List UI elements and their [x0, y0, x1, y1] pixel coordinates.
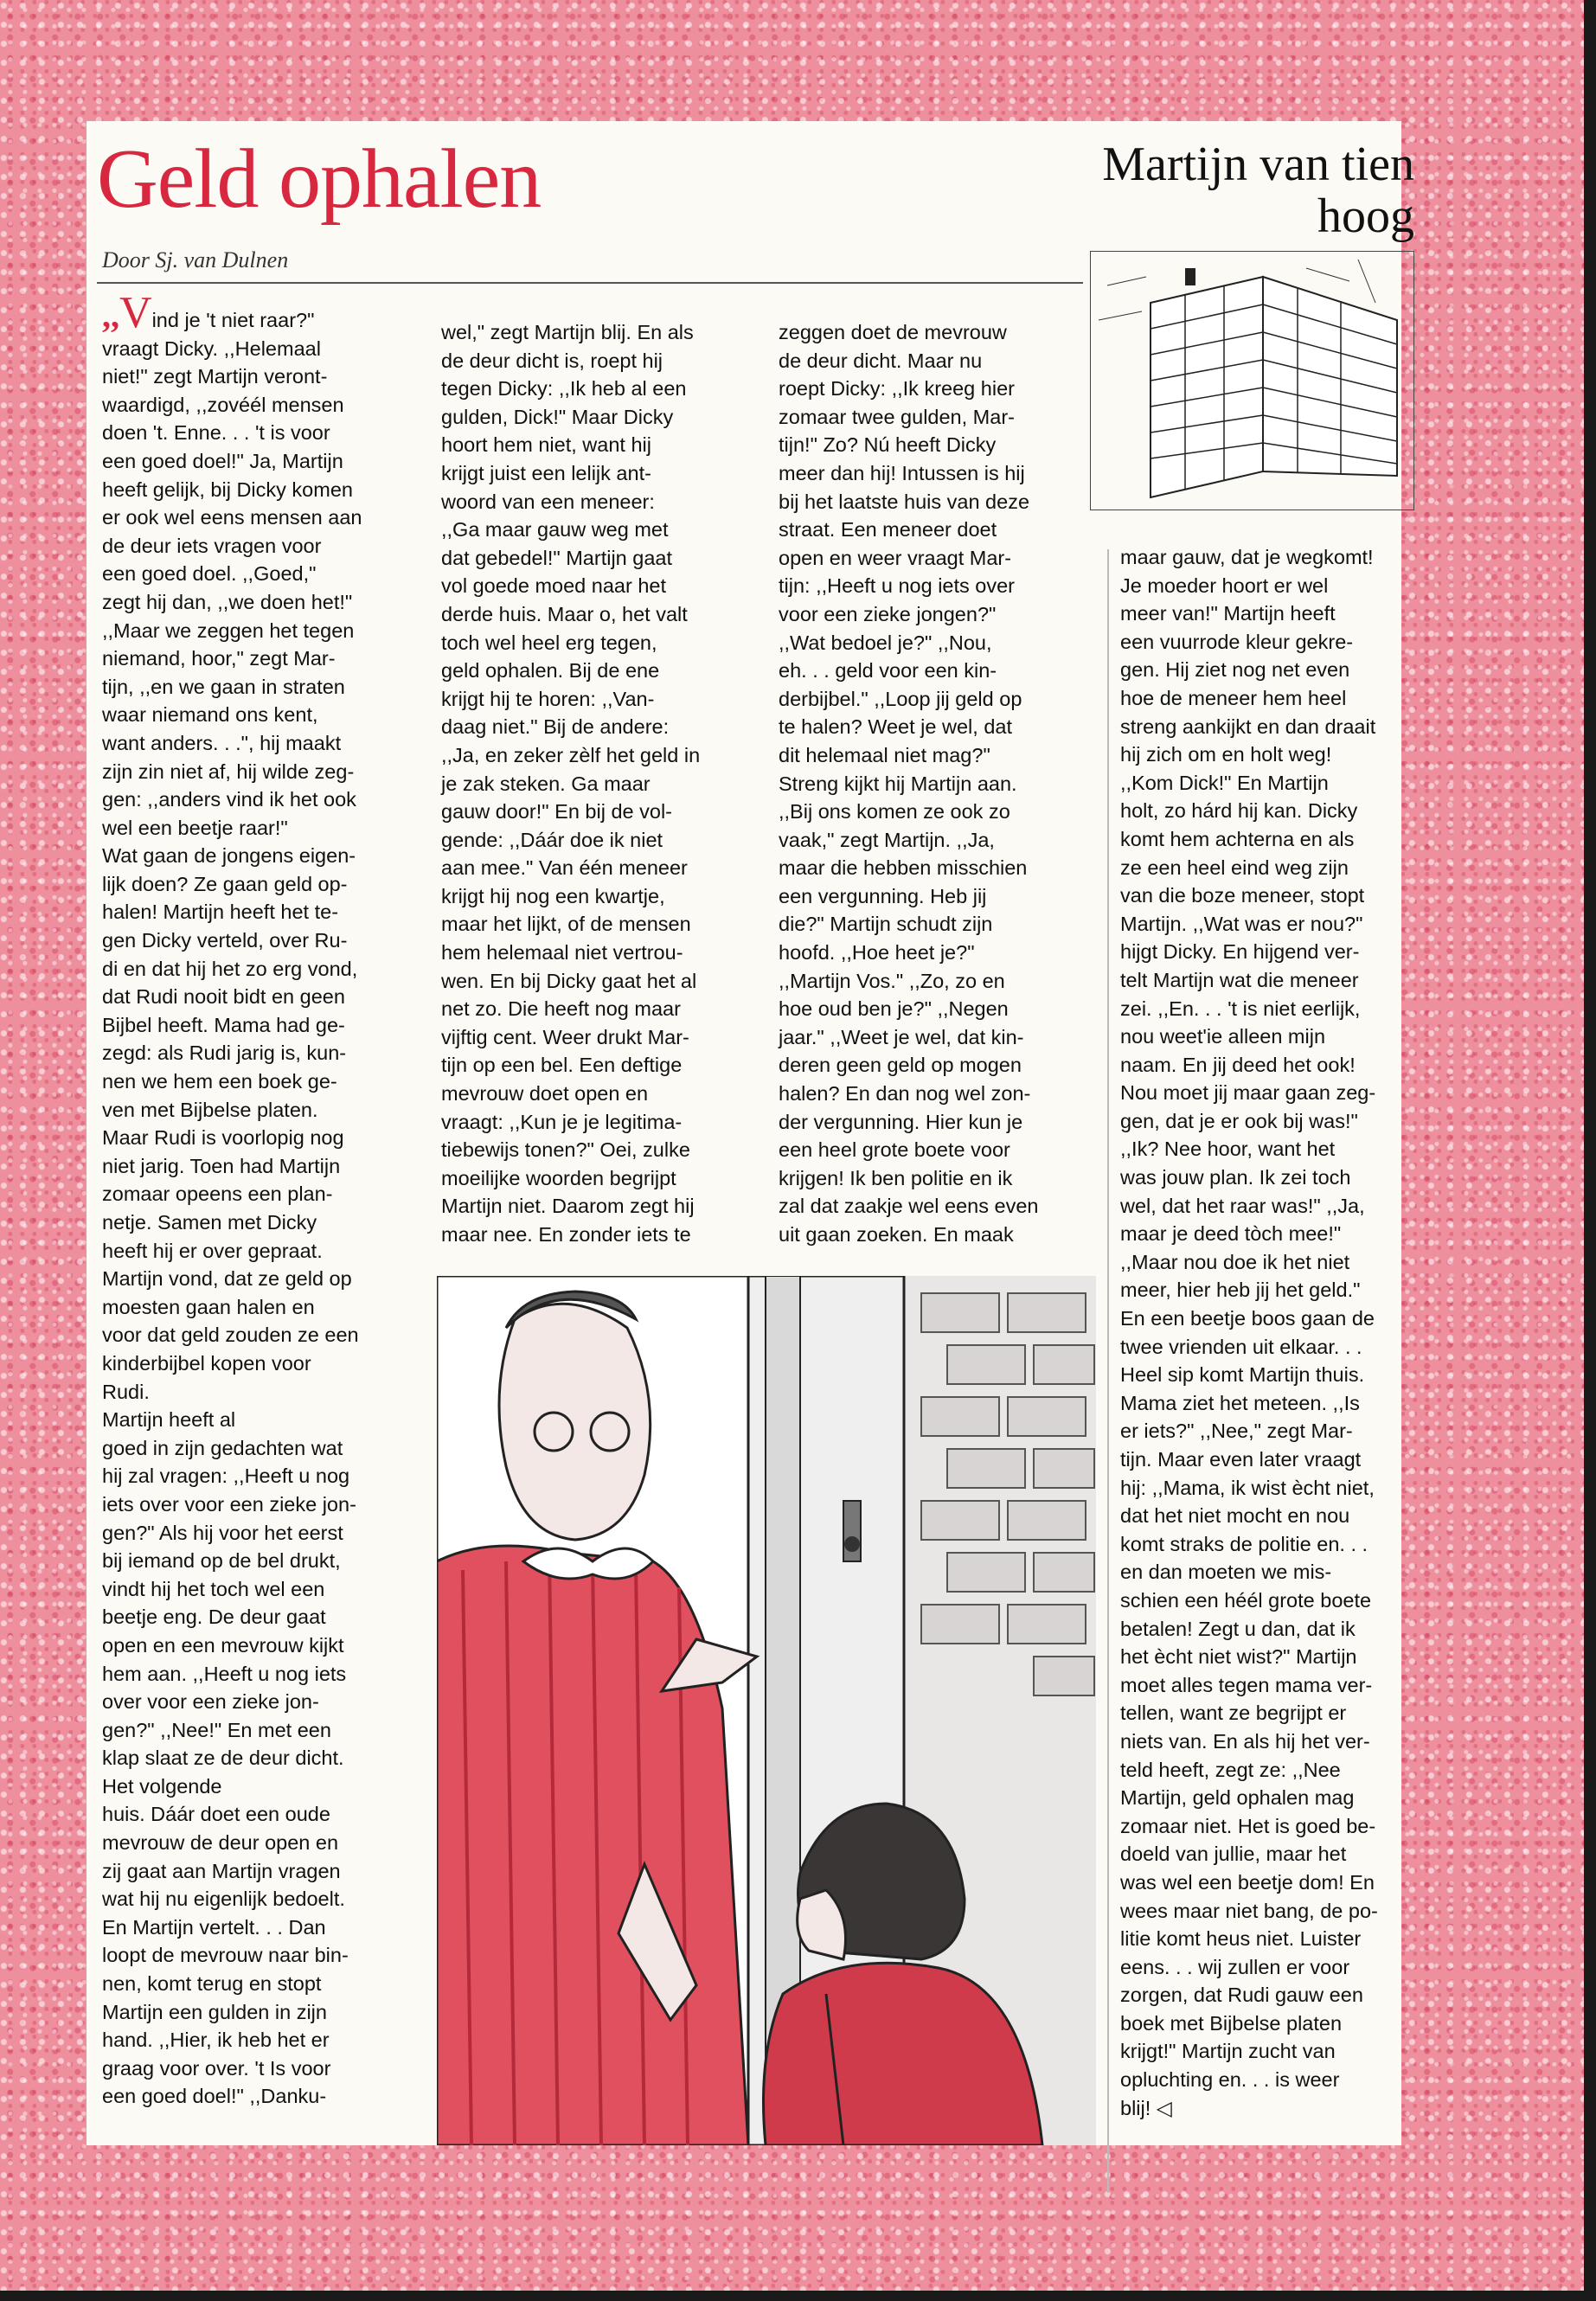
scan-edge-right [1584, 0, 1596, 2301]
column-1-text: ind je 't niet raar?" vraagt Dicky. ,,Helemaal niet!" zegt Martijn veront- waardigd, ,,zovéél mensen doen 't. Enne. . . 't is voor een goed doel!" Ja, Martijn heeft gelijk, bij Dicky komen er ook wel eens mensen aan de deur iets vragen voor een goed doel. ,,Goed," zegt hij dan, ,,we doen het!" ,,Maar we zeggen het tegen niemand, hoor," zegt Mar- tijn, ,,en we gaan in straten waar niemand ons kent, want anders. . .", hij maakt zijn zin niet af, hij wilde zeg- gen: ,,anders vind ik het ook wel een beetje raar!" Wat gaan de jongens eigen- lijk doen? Ze gaan geld op- halen! Martijn heeft het te- gen Dicky verteld, over Ru- di en dat hij het zo erg vond, dat Rudi nooit bidt en geen Bijbel heeft. Mama had ge- zegd: als Rudi jarig is, kun- nen we hem een boek ge- ven met Bijbelse platen. Maar Rudi is voorlopig nog niet jarig. Toen had Martijn zomaar opeens een plan- netje. Samen met Dicky heeft hij er over gepraat. Martijn vond, dat ze geld op moesten gaan halen en voor dat geld zouden ze een kinderbijbel kopen voor Rudi. Martijn heeft al goed in zijn gedachten wat hij zal vragen: ,,Heeft u nog iets over voor een zieke jon- gen?" Als hij voor het eerst bij iemand op de bel drukt, vindt hij het toch wel een beetje eng. De deur gaat open en een mevrouw kijkt hem aan. ,,Heeft u nog iets over voor een zieke jon- gen?" ,,Nee!" En met een klap slaat ze de deur dicht. Het volgende huis. Dáár doet een oude mevrouw de deur open en zij gaat aan Martijn vragen wat hij nu eigenlijk bedoelt. En Martijn vertelt. . . Dan loopt de mevrouw naar bin- nen, komt terug en stopt Martijn een gulden in zijn hand. ,,Hier, ik heb het er graag voor over. 't Is voor een goed doel!" ,,Danku- [102, 309, 362, 2108]
series-title: Martijn van tien hoog [1102, 138, 1414, 244]
article-column-1 [102, 288, 419, 2111]
doorway-scene-illustration [437, 1276, 1096, 2145]
article-title: Geld ophalen [97, 132, 542, 226]
column-divider [1107, 549, 1109, 2193]
article-column-4: maar gauw, dat je wegkomt! Je moeder hoort er wel meer van!" Martijn heeft een vuurrode kleur gekre- gen. Hij ziet nog net even hoe de meneer hem heel streng aankijkt en dan draait hij zich om en holt weg! ,,Kom Dick!" En Martijn holt, zo hárd hij kan. Dicky komt hem achterna en als ze een heel eind weg zijn van die boze meneer, stopt Martijn. ,,Wat was er nou?" hijgt Dicky. En hijgend ver- telt Martijn wat die meneer zei. ,,En. . . 't is niet eerlijk, nou weet'ie alleen mijn naam. En jij deed het ook! Nou moet jij maar gaan zeg- gen, dat je er ook bij was!" ,,Ik? Nee hoor, want het was jouw plan. Ik zei toch wel, dat het raar was!" ,,Ja, maar je deed tòch mee!" ,,Maar nou doe ik het niet meer, hier heb jij het geld." En een beetje boos gaan de twee vrienden uit elkaar. . . Heel sip komt Martijn thuis. Mama ziet het meteen. ,,Is er iets?" ,,Nee," zegt Mar- tijn. Maar even later vraagt hij: ,,Mama, ik wist ècht niet, dat het niet mocht en nou komt straks de politie en. . . en dan moeten we mis- schien een héél grote boete betalen! Zegt u dan, dat ik het ècht niet wist?" Martijn moet alles tegen mama ver- tellen, want ze begrijpt er niets van. En als hij het ver- teld heeft, zegt ze: ,,Nee Martijn, geld ophalen mag zomaar niet. Het is goed be- doeld van jullie, maar het was wel een beetje dom! En wees maar niet bang, de po- litie komt heus niet. Luister eens. . . wij zullen er voor zorgen, dat Rudi gauw een boek met Bijbelse platen krijgt!" Martijn zucht van opluchting en. . . is weer blij! ◁ [1120, 546, 1378, 2119]
title-rule [97, 282, 1083, 284]
drop-quote: ,, [102, 296, 119, 335]
article-page [87, 121, 1414, 2145]
article-column-2: wel," zegt Martijn blij. En als de deur dicht is, roept hij tegen Dicky: ,,Ik heb al een gulden, Dick!" Maar Dicky hoort hem niet, want hij krijgt juist een lelijk ant- woord van een meneer: ,,Ga maar gauw weg met dat gebedel!" Martijn gaat vol goede moed naar het derde huis. Maar o, het valt toch wel heel erg tegen, geld ophalen. Bij de ene krijgt hij te horen: ,,Van- daag niet." Bij de andere: ,,Ja, en zeker zèlf het geld in je zak steken. Ga maar gauw door!" En bij de vol- gende: ,,Dáár doe ik niet aan mee." Van één meneer krijgt hij nog een kwartje, maar het lijkt, of de mensen hem helemaal niet vertrou- wen. En bij Dicky gaat het al net zo. Die heeft nog maar vijftig cent. Weer drukt Mar- tijn op een bel. Een deftige mevrouw doet open en vraagt: ,,Kun je je legitima- tiebewijs tonen?" Oei, zulke moeilijke woorden begrijpt Martijn niet. Daarom zegt hij maar nee. En zonder iets te [441, 321, 701, 1246]
scan-edge-bottom [0, 2291, 1596, 2301]
apartment-building-illustration [1090, 251, 1414, 510]
drop-letter: V [119, 288, 152, 337]
article-column-3: zeggen doet de mevrouw de deur dicht. Maar nu roept Dicky: ,,Ik kreeg hier zomaar twee gulden, Mar- tijn!" Zo? Nú heeft Dicky meer dan hij! Intussen is hij bij het laatste huis van deze straat. Een meneer doet open en weer vraagt Mar- tijn: ,,Heeft u nog iets over voor een zieke jongen?" ,,Wat bedoel je?" ,,Nou, eh. . . geld voor een kin- derbijbel." ,,Loop jij geld op te halen? Weet je wel, dat dit helemaal niet mag?" Streng kijkt hij Martijn aan. ,,Bij ons komen ze ook zo vaak," zegt Martijn. ,,Ja, maar die hebben misschien een vergunning. Heb jij die?" Martijn schudt zijn hoofd. ,,Hoe heet je?" ,,Martijn Vos." ,,Zo, zo en hoe oud ben je?" ,,Negen jaar." ,,Weet je wel, dat kin- deren geen geld op mogen halen? En dan nog wel zon- der vergunning. Hier kun je een heel grote boete voor krijgen! Ik ben politie en ik zal dat zaakje wel eens even uit gaan zoeken. En maak [779, 321, 1039, 1246]
article-byline: Door Sj. van Dulnen [102, 247, 289, 272]
